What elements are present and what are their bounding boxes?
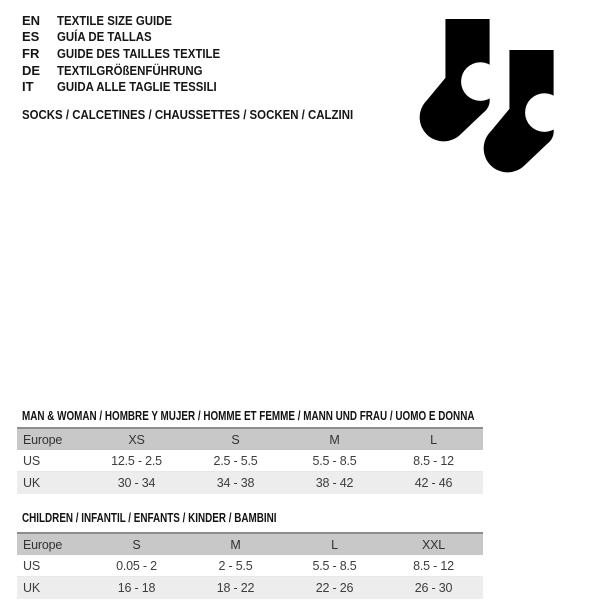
table-row-us	[17, 450, 483, 472]
language-row-it	[22, 78, 242, 95]
children-size-table	[17, 532, 483, 599]
row-label: US	[23, 453, 40, 468]
man-woman-table-title	[22, 408, 600, 423]
size-value: 26 - 30	[414, 581, 453, 595]
column-header-europe: Europe	[23, 537, 63, 552]
language-code: EN	[22, 12, 41, 28]
guide-title-fr: GUIDE DES TAILLES TEXTILE	[57, 45, 221, 61]
sock-back	[420, 19, 500, 141]
size-value: 5.5 - 8.5	[312, 558, 357, 573]
table-row-uk	[17, 577, 483, 599]
size-value: 8.5 - 12	[413, 453, 454, 468]
column-header-xxl: XXL	[421, 537, 446, 552]
column-header-l: L	[430, 432, 437, 447]
table-row-uk	[17, 472, 483, 494]
language-row-en	[22, 12, 242, 29]
language-code: ES	[22, 29, 40, 45]
size-value: 0.05 - 2	[116, 558, 157, 573]
size-value: 30 - 34	[117, 476, 156, 490]
row-label: US	[23, 558, 40, 573]
size-value: 5.5 - 8.5	[312, 453, 357, 468]
language-code: IT	[22, 79, 34, 95]
socks-icon	[398, 8, 583, 180]
column-header-europe: Europe	[23, 432, 63, 447]
size-value: 42 - 46	[414, 476, 453, 490]
size-value: 34 - 38	[216, 476, 255, 490]
guide-title-de: TEXTILGRÖßENFÜHRUNG	[57, 62, 203, 78]
language-code: FR	[22, 45, 40, 61]
guide-title-it: GUIDA ALLE TAGLIE TESSILI	[57, 79, 217, 95]
language-row-de	[22, 62, 242, 79]
column-header-m: M	[329, 432, 340, 447]
size-value: 8.5 - 12	[413, 558, 454, 573]
language-row-fr	[22, 45, 242, 62]
row-label: UK	[23, 476, 40, 490]
table-row-us	[17, 555, 483, 577]
language-title-list	[22, 12, 242, 95]
column-header-m: M	[230, 537, 241, 552]
product-category-text: SOCKS / CALCETINES / CHAUSSETTES / SOCKEN / CALZINI	[22, 107, 354, 122]
size-value: 38 - 42	[315, 476, 354, 490]
column-header-s: S	[231, 432, 240, 447]
column-header-xs: XS	[128, 432, 145, 447]
product-category-title	[22, 107, 398, 122]
column-header-l: L	[331, 537, 338, 552]
children-table-title	[22, 510, 357, 525]
size-value: 12.5 - 2.5	[111, 453, 162, 468]
children-title-text: CHILDREN / INFANTIL / ENFANTS / KINDER / BAMBINI	[22, 510, 277, 525]
man-woman-title-text: MAN & WOMAN / HOMBRE Y MUJER / HOMME ET FEMME / MANN UND FRAU / UOMO E DONNA	[22, 408, 475, 423]
column-header-s: S	[132, 537, 141, 552]
language-code: DE	[22, 62, 41, 78]
size-value: 18 - 22	[216, 581, 255, 595]
row-label: UK	[23, 581, 40, 595]
table-header-row	[17, 429, 483, 450]
size-value: 22 - 26	[315, 581, 354, 595]
size-value: 16 - 18	[117, 581, 156, 595]
table-header-row	[17, 534, 483, 555]
size-value: 2.5 - 5.5	[213, 453, 258, 468]
size-value: 2 - 5.5	[218, 558, 253, 573]
guide-title-en: TEXTILE SIZE GUIDE	[57, 12, 173, 28]
man-woman-size-table	[17, 427, 483, 494]
sock-front	[484, 50, 564, 172]
language-row-es	[22, 29, 242, 46]
guide-title-es: GUÍA DE TALLAS	[57, 29, 152, 45]
